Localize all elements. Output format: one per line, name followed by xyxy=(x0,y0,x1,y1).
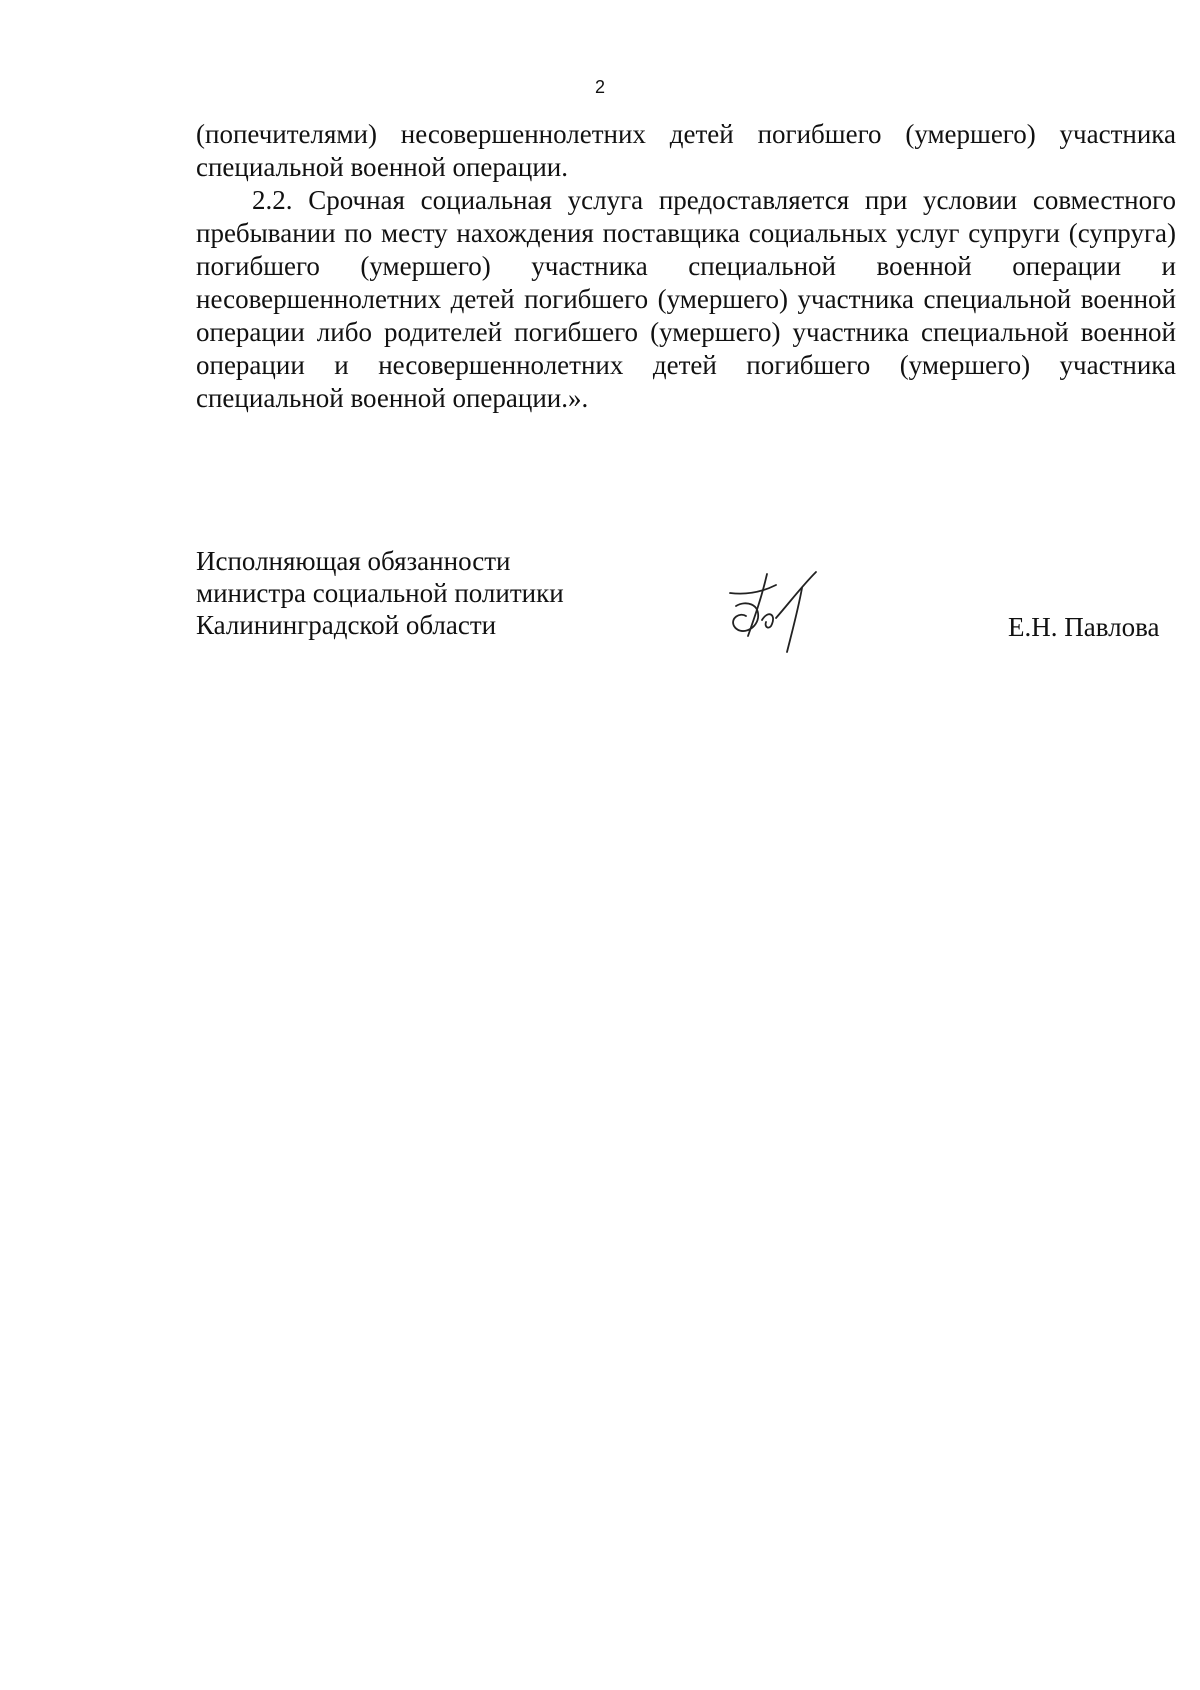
document-body xyxy=(196,118,1176,415)
paragraph-continuation: (попечителями) несовершеннолетних детей погибшего (умершего) участника специальной военной операции. xyxy=(196,119,1176,182)
position-line: министра социальной политики xyxy=(196,578,564,608)
handwritten-signature xyxy=(722,566,832,656)
signatory-position xyxy=(196,545,564,641)
paragraph-2-2: 2.2. Срочная социальная услуга предоставляется при условии совместного пребывании по месту нахождения поставщика социальных услуг супруги (супруга) погибшего (умершего) участника специальной военной операции и несовершеннолетних детей погибшего (умершего) участника специальной военной операции либо родителей погибшего (умершего) участника специальной военной операции и несовершеннолетних детей погибшего (умершего) участника специальной военной операции.». xyxy=(196,185,1176,413)
position-line: Исполняющая обязанности xyxy=(196,546,511,576)
position-line: Калининградской области xyxy=(196,610,497,640)
signer-name: Е.Н. Павлова xyxy=(1008,612,1160,642)
page-number: 2 xyxy=(594,77,605,97)
